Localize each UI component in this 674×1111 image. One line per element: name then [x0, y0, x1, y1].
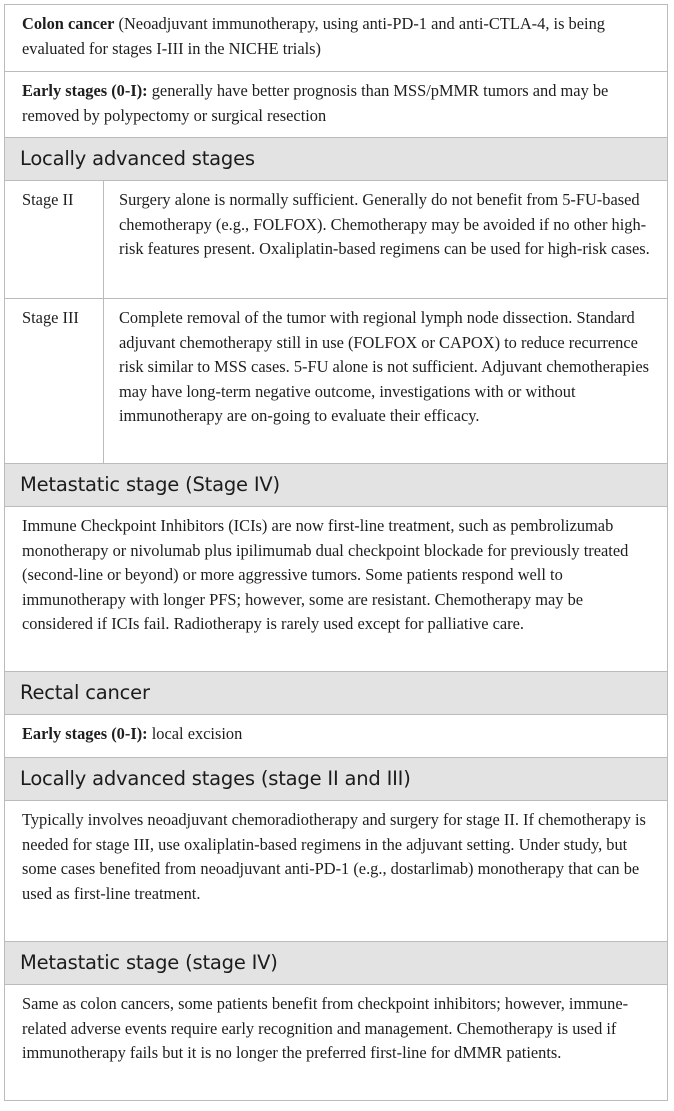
rectal-cancer-header: Rectal cancer: [5, 672, 668, 715]
colon-intro-text: (Neoadjuvant immunotherapy, using anti-PD-1 and anti-CTLA-4, is being evaluated for stages I-III in the NICHE trials): [22, 14, 605, 58]
rectal-metastatic-row: [5, 985, 668, 1101]
stage-description: Surgery alone is normally sufficient. Generally do not benefit from 5-FU-based chemotherapy (e.g., FOLFOX). Chemotherapy may be avoided if no other high-risk features present. Oxaliplatin-based regimens can be used for high-risk cases.: [104, 181, 668, 299]
section-header-row: [5, 672, 668, 715]
rectal-early-cell: [5, 715, 668, 758]
colon-early-cell: [5, 72, 668, 138]
colon-metastatic-header: Metastatic stage (Stage IV): [5, 464, 668, 507]
section-header-row: [5, 942, 668, 985]
colon-metastatic-row: [5, 507, 668, 672]
colon-intro-cell: [5, 5, 668, 72]
rectal-early-label: Early stages (0-I):: [22, 724, 148, 743]
section-header-row: [5, 138, 668, 181]
rectal-locally-advanced-text: Typically involves neoadjuvant chemoradiotherapy and surgery for stage II. If chemotherapy is needed for stage III, use oxaliplatin-based regimens in the adjuvant setting. Under study, but some cases benefited from neoadjuvant anti-PD-1 (e.g., dostarlimab) monotherapy that can be used as first-line treatment.: [5, 801, 668, 942]
colon-early-label: Early stages (0-I):: [22, 81, 148, 100]
rectal-early-text: local excision: [147, 724, 243, 743]
section-header-row: [5, 758, 668, 801]
rectal-locally-advanced-header: Locally advanced stages (stage II and III): [5, 758, 668, 801]
rectal-locally-advanced-row: [5, 801, 668, 942]
treatment-table: [4, 4, 668, 1101]
rectal-metastatic-text: Same as colon cancers, some patients benefit from checkpoint inhibitors; however, immune-related adverse events require early recognition and management. Chemotherapy is used if immunotherapy fails but it is no longer the preferred first-line for dMMR patients.: [5, 985, 668, 1101]
stage-label: Stage III: [5, 299, 104, 464]
colon-early-text: generally have better prognosis than MSS/pMMR tumors and may be removed by polypectomy or surgical resection: [22, 81, 609, 125]
rectal-metastatic-header: Metastatic stage (stage IV): [5, 942, 668, 985]
section-header-row: [5, 464, 668, 507]
colon-intro-row: [5, 5, 668, 72]
colon-early-row: [5, 72, 668, 138]
stage-description: Complete removal of the tumor with regional lymph node dissection. Standard adjuvant chemotherapy still in use (FOLFOX or CAPOX) to reduce recurrence risk similar to MSS cases. 5-FU alone is not sufficient. Adjuvant chemotherapies may have long-term negative outcome, investigations with or without immunotherapy are on-going to evaluate their efficacy.: [104, 299, 668, 464]
colon-metastatic-text: Immune Checkpoint Inhibitors (ICIs) are now first-line treatment, such as pembrolizumab monotherapy or nivolumab plus ipilimumab dual checkpoint blockade for previously treated (second-line or beyond) or more aggressive tumors. Some patients respond well to immunotherapy with longer PFS; however, some are resistant. Chemotherapy may be considered if ICIs fail. Radiotherapy is rarely used except for palliative care.: [5, 507, 668, 672]
stage-row: [5, 181, 668, 299]
rectal-early-row: [5, 715, 668, 758]
colon-cancer-label: Colon cancer: [22, 14, 115, 33]
stage-row: [5, 299, 668, 464]
stage-label: Stage II: [5, 181, 104, 299]
colon-locally-advanced-header: Locally advanced stages: [5, 138, 668, 181]
